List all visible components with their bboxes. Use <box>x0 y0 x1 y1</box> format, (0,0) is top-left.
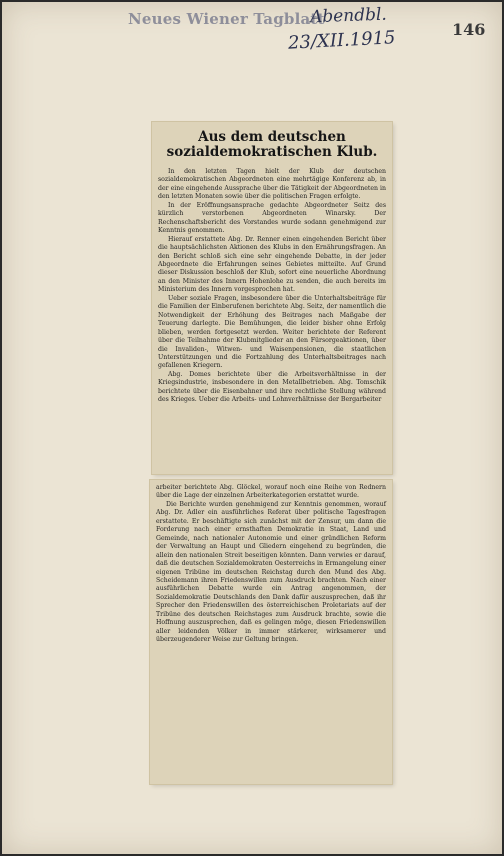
newspaper-stamp: Neues Wiener Tagblatt <box>128 10 325 28</box>
clipping-bottom <box>150 480 392 784</box>
archive-sheet <box>2 2 502 854</box>
paragraph: Ueber soziale Fragen, insbesondere über die Unterhaltsbeiträge für die Familien der Einberufenen berichtete Abg. Seitz, der namentlich die Notwendigkeit der Erhöhung des Beitrages nach Maßgabe der Teuerung darlegte. Die Bemühungen, die leider bisher ohne Erfolg blieben, werden fortgesetzt werden. Weiter berichtete der Referent über die Teilnahme der Klubmitglieder an den Fürsorgeaktionen, über die Invaliden-, Witwen- und Waisenpensionen, die staatlichen Unterstützungen und die Fortzahlung des Unterhaltsbeitrages nach gefallenen Kriegern. <box>158 294 386 370</box>
article-headline: Aus dem deutschen sozialdemokratischen Klub. <box>166 129 378 160</box>
paragraph: In den letzten Tagen hielt der Klub der deutschen sozialdemokratischen Abgeordneten eine mehrtägige Konferenz ab, in der eine eingehende Aussprache über die Tätigkeit der Abgeordneten in den letzten Monaten sowie über die politischen Fragen erfolgte. <box>158 168 386 201</box>
handwritten-edition: Abendbl. <box>309 4 388 28</box>
page-number: 146 <box>452 20 486 39</box>
paragraph: Abg. Domes berichtete über die Arbeitsverhältnisse in der Kriegsindustrie, insbesondere in den Metallbetrieben. Abg. Tomschik berichtete über die Eisenbahner und ihre rechtliche Stellung während des Krieges. Ueber die Arbeits- und Lohnverhältnisse der Bergarbeiter <box>158 370 386 404</box>
clipping-top <box>152 122 392 474</box>
article-body-bottom <box>156 484 386 645</box>
article-body-top <box>158 168 386 405</box>
paragraph: Hierauf erstattete Abg. Dr. Renner einen eingehenden Bericht über die hauptsächlichsten Aktionen des Klubs in den Ernährungsfragen. An den Bericht schloß sich eine sehr eingehende Debatte, in der jeder Abgeordnete die Erfahrungen seines Gebietes mitteilte. Auf Grund dieser Diskussion beschloß der Klub, sofort eine neuerliche Abordnung an den Minister des Innern Hohenlohe zu senden, die auch bereits im Ministerium des Innern vorgesprochen hat. <box>158 235 386 294</box>
paragraph: arbeiter berichtete Abg. Glöckel, worauf noch eine Reihe von Rednern über die Lage der einzelnen Arbeiterkategorien erstattet wurde. <box>156 484 386 500</box>
paragraph: In der Eröffnungsansprache gedachte Abgeordneter Seitz des kürzlich verstorbenen Abgeordneten Winarsky. Der Rechenschaftsbericht des Vorstandes wurde sodann genehmigend zur Kenntnis genommen. <box>158 201 386 235</box>
paragraph: Die Berichte wurden genehmigend zur Kenntnis genommen, worauf Abg. Dr. Adler ein ausführliches Referat über politische Tagesfragen erstattete. Er beschäftigte sich zunächst mit der Zensur, um dann die Forderung nach einer ernsthaften Demokratie in Staat, Land und Gemeinde, nach nationaler Autonomie und einer gründlichen Reform der Verwaltung an Haupt und Gliedern eingehend zu begründen, die allein den nationalen Streit beseitigen könnten. Dann verwies er darauf, daß die deutschen Sozialdemokraten Oesterreichs in Ermangelung einer eigenen Tribüne im deutschen Reichstag durch den Mund des Abg. Scheidemann ihren Friedenswillen zum Ausdruck brachten. Nach einer ausführlichen Debatte wurde ein Antrag angenommen, der Sozialdemokratie Deutschlands den Dank dafür auszusprechen, daß ihr Sprecher den Friedenswillen des österreichischen Proletariats auf der Tribüne des deutschen Reichstages zum Ausdruck brachte, sowie die Hoffnung auszusprechen, daß es gelingen möge, diesen Friedenswillen aller leidenden Völker in immer stärkerer, wirksamerer und überzeugenderer Weise zur Geltung bringen. <box>156 500 386 644</box>
handwritten-date: 23/XII.1915 <box>287 27 397 54</box>
